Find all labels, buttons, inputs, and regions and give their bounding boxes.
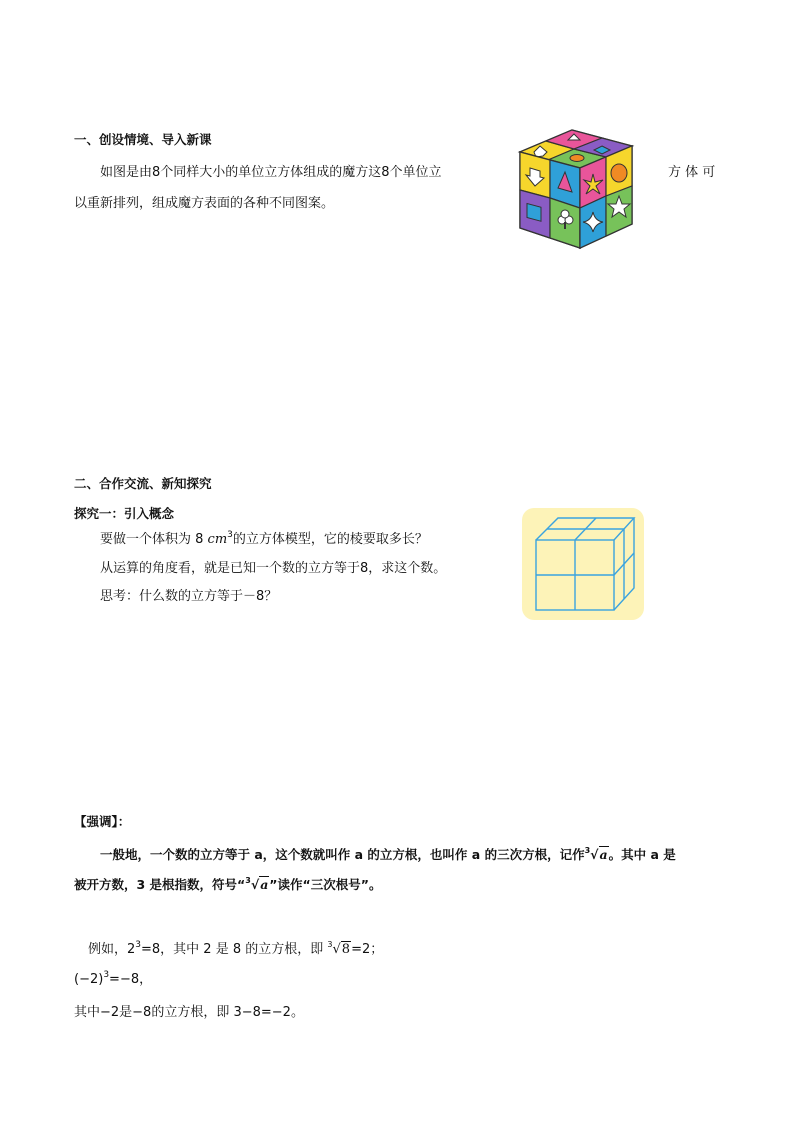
question-1 [100,528,428,547]
question-2: 从运算的角度看，就是已知一个数的立方等于8，求这个数。 [100,561,447,576]
rubik-cube-icon [514,124,638,256]
example-2-post: =−8， [109,972,153,987]
emphasis-p2-post: ”读作“三次根号”。 [269,877,382,892]
section2-subheading: 探究一：引入概念 [74,506,175,521]
cube-root-symbol-a: $^3$√a [584,846,608,862]
section1-line1: 如图是由8个同样大小的单位立方体组成的魔方这8个单位立 [100,165,442,180]
cube-root-symbol-notation: $^3$√a [245,876,269,892]
example-line-3: 其中−2是−8的立方根，即 3−8=−2。 [74,1005,304,1020]
example-1-pre: 例如，2 [88,942,136,957]
section1-heading: 一、创设情境、导入新课 [74,132,212,147]
wireframe-cube-icon [522,508,644,624]
cube-root-of-8: $^3$√8 [327,940,351,957]
example-2-exp: 3 [103,970,110,980]
example-1-exp: 3 [135,940,142,950]
example-1-mid: =8，其中 2 是 8 的立方根，即 [141,942,328,957]
question-1-exp: 3 [227,530,233,540]
example-2-pre: (−2) [74,972,104,987]
emphasis-p2-pre: 被开方数，3 是根指数，符号“ [74,877,246,892]
section2-heading: 二、合作交流、新知探究 [74,476,212,491]
emphasis-paragraph-1 [100,845,676,863]
section1-line1-tail: 方 体 可 [668,165,716,180]
example-line-2 [74,968,152,987]
example-1-post: =2； [351,942,384,957]
emphasis-paragraph-2 [74,875,381,893]
emphasis-label: 【强调】： [74,814,131,829]
example-line-1 [88,938,383,957]
emphasis-p1-post: 。其中 a 是 [608,847,676,862]
question-3: 思考：什么数的立方等于－8？ [100,589,278,604]
emphasis-p1-pre: 一般地，一个数的立方等于 a，这个数就叫作 a 的立方根，也叫作 a 的三次方根，记作 [100,847,585,862]
question-1-unit: cm [207,532,228,547]
question-1-pre: 要做一个体积为 8 [100,532,208,547]
question-1-post: 的立方体模型，它的棱要取多长？ [232,532,428,547]
section1-line2: 以重新排列，组成魔方表面的各种不同图案。 [74,196,335,211]
